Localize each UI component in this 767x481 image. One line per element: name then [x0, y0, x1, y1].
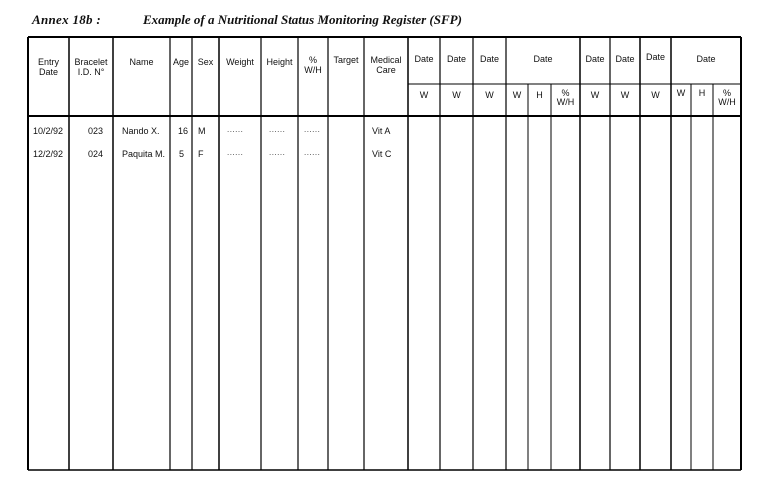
header-date-7: Date	[645, 52, 665, 62]
header-date-3: Date	[479, 54, 499, 64]
row2-weight-blank: ......	[227, 148, 244, 157]
header-bracelet-id: Bracelet I.D. N°	[74, 57, 108, 77]
register-title: Example of a Nutritional Status Monitoring Register (SFP)	[143, 12, 462, 27]
subheader-w: W	[452, 90, 461, 100]
subheader-w: W	[676, 88, 686, 98]
header-height: Height	[266, 57, 293, 67]
subheader-w: W	[620, 90, 630, 100]
subheader-w: W	[512, 90, 522, 100]
header-date-1: Date	[414, 54, 434, 64]
row1-percent-blank: ......	[304, 125, 321, 134]
header-age: Age	[172, 57, 189, 67]
row2-sex: F	[198, 149, 204, 159]
subheader-percent-wh: % W/H	[718, 88, 736, 107]
row2-name: Paquita M.	[122, 149, 166, 159]
header-target: Target	[333, 55, 359, 65]
row1-bracelet-id: 023	[88, 126, 104, 136]
subheader-percent-wh: % W/H	[556, 88, 575, 107]
annex-label: Annex 18b :	[32, 12, 102, 27]
row1-age: 16	[178, 126, 189, 136]
header-date-8: Date	[696, 54, 716, 64]
header-medical-care: Medical Care	[370, 55, 402, 75]
subheader-w: W	[590, 90, 600, 100]
row1-medical-care: Vit A	[372, 126, 391, 136]
row1-name: Nando X.	[122, 126, 160, 136]
row1-sex: M	[198, 126, 206, 136]
row1-weight-blank: ......	[227, 125, 244, 134]
row2-entry-date: 12/2/92	[33, 149, 64, 159]
header-weight: Weight	[226, 57, 254, 67]
row1-height-blank: ......	[269, 125, 286, 134]
row2-percent-blank: ......	[304, 148, 321, 157]
header-entry-date: Entry Date	[37, 57, 59, 77]
row2-height-blank: ......	[269, 148, 286, 157]
row2-age: 5	[179, 149, 185, 159]
row1-entry-date: 10/2/92	[33, 126, 64, 136]
subheader-w: W	[651, 90, 660, 100]
subheader-w: W	[419, 90, 429, 100]
header-date-5: Date	[585, 54, 605, 64]
row2-bracelet-id: 024	[88, 149, 104, 159]
header-name: Name	[129, 57, 154, 67]
header-date-6: Date	[615, 54, 635, 64]
subheader-h: H	[698, 88, 706, 98]
header-date-2: Date	[446, 54, 466, 64]
header-percent-wh: % W/H	[304, 55, 322, 75]
header-date-4: Date	[533, 54, 553, 64]
row2-medical-care: Vit C	[372, 149, 392, 159]
subheader-w: W	[485, 90, 494, 100]
subheader-h: H	[536, 90, 543, 100]
header-sex: Sex	[197, 57, 214, 67]
